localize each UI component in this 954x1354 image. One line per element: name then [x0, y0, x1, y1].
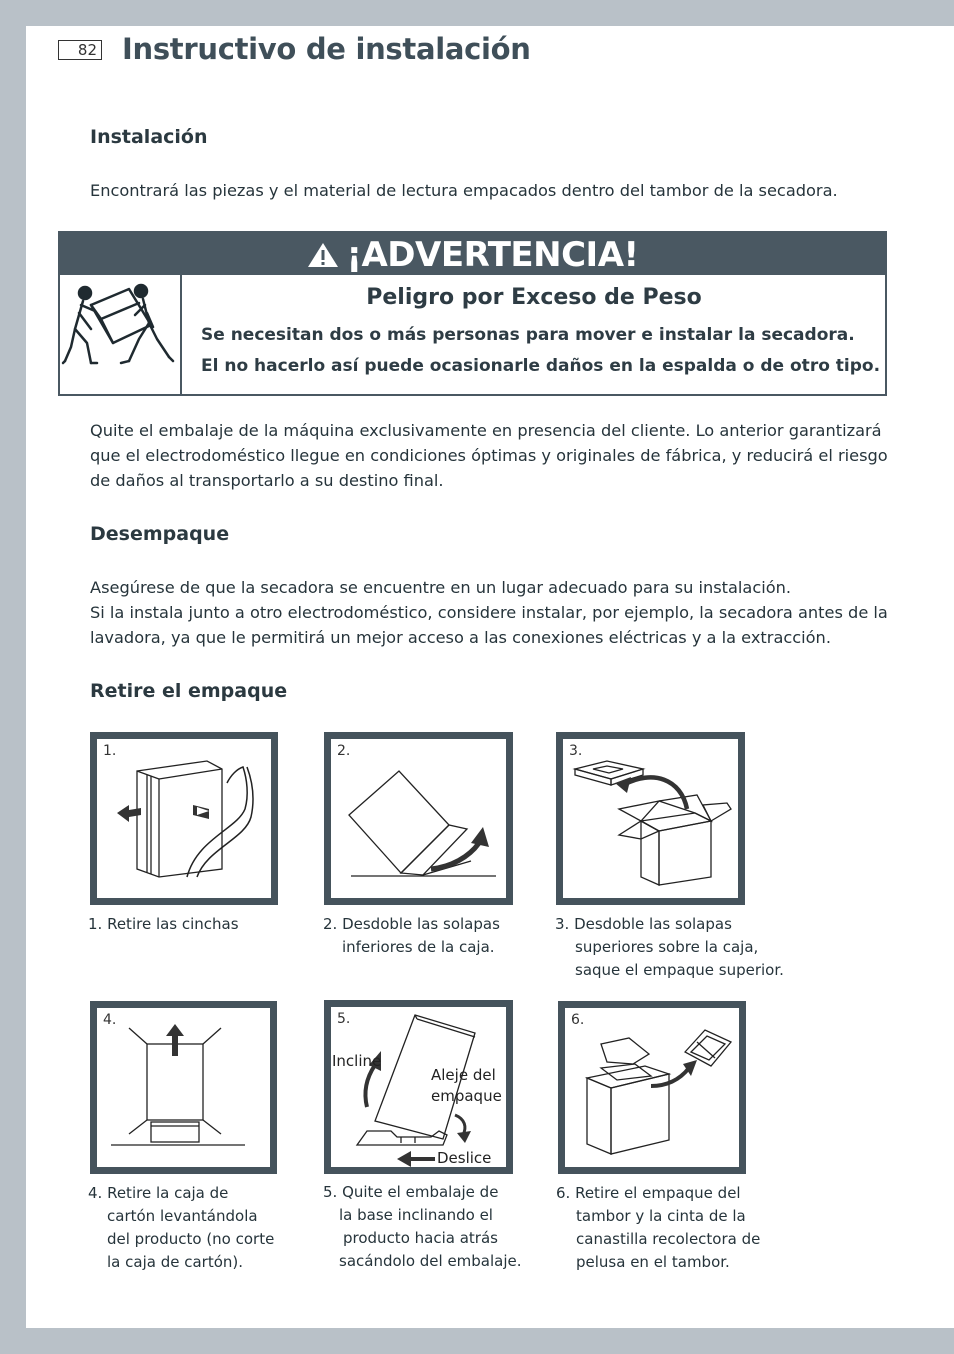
move-away-label-2: empaque	[431, 1087, 502, 1105]
move-away-label-1: Aleje del	[431, 1066, 496, 1084]
slide-label: Deslice	[437, 1149, 492, 1167]
tilted-box-illustration	[331, 739, 506, 898]
step-3-caption-line-2: superiores sobre la caja,	[575, 938, 759, 956]
step-1-figure	[90, 732, 278, 905]
warning-pictogram-cell	[60, 275, 182, 394]
installation-text: Encontrará las piezas y el material de lectura empacados dentro del tambor de la secadora.	[90, 181, 838, 200]
customer-line-3: de daños al transportarlo a su destino final.	[90, 471, 444, 490]
step-5-caption-line-2: la base inclinando el	[339, 1206, 493, 1224]
step-6-caption	[556, 1182, 760, 1274]
step-2-caption-line-2: inferiores de la caja.	[342, 938, 495, 956]
step-2-figure	[324, 732, 513, 905]
step-6-caption-line-4: pelusa en el tambor.	[576, 1253, 730, 1271]
step-2-caption-line-1: 2. Desdoble las solapas	[323, 915, 500, 933]
step-5-caption-line-1: 5. Quite el embalaje de	[323, 1183, 499, 1201]
step-1-number: 1.	[103, 743, 117, 759]
heading-unpack: Desempaque	[90, 523, 230, 545]
step-3-figure	[556, 732, 745, 905]
step-4-caption-line-4: la caja de cartón).	[107, 1253, 244, 1271]
warning-line-2: El no hacerlo así puede ocasionarle daños en la espalda o de otro tipo.	[201, 356, 881, 376]
step-2-number: 2.	[337, 743, 351, 759]
step-4-number: 4.	[103, 1012, 117, 1028]
step-3-caption	[555, 913, 784, 982]
step-3-caption-line-3: saque el empaque superior.	[575, 961, 784, 979]
document-page	[26, 26, 954, 1328]
unpack-paragraph	[90, 575, 888, 650]
step-3-number: 3.	[569, 743, 583, 759]
heading-remove-packaging: Retire el empaque	[90, 680, 288, 702]
step-6-number: 6.	[571, 1012, 585, 1028]
step-1-caption	[88, 913, 239, 936]
step-6-caption-line-2: tambor y la cinta de la	[576, 1207, 746, 1225]
customer-line-2: que el electrodoméstico llegue en condiciones óptimas y originales de fábrica, y reducirá el riesgo	[90, 446, 888, 465]
warning-title-row	[60, 233, 885, 277]
drum-packing-illustration	[565, 1008, 739, 1167]
warning-line-1: Se necesitan dos o más personas para mover e instalar la secadora.	[201, 325, 855, 345]
unpack-line-2: Si la instala junto a otro electrodoméstico, considere instalar, por ejemplo, la secadora antes de la	[90, 603, 888, 622]
customer-paragraph	[90, 418, 888, 493]
step-4-caption-line-1: 4. Retire la caja de	[88, 1184, 229, 1202]
step-5-caption	[323, 1181, 522, 1273]
customer-line-1: Quite el embalaje de la máquina exclusivamente en presencia del cliente. Lo anterior garantizará	[90, 421, 882, 440]
step-1-caption-line-1: 1. Retire las cinchas	[88, 915, 239, 933]
step-2-caption	[323, 913, 500, 959]
lift-box-illustration	[97, 1008, 270, 1167]
step-4-caption-line-3: del producto (no corte	[107, 1230, 275, 1248]
step-6-caption-line-3: canastilla recolectora de	[576, 1230, 761, 1248]
step-4-caption-line-2: cartón levantándola	[107, 1207, 258, 1225]
box-straps-illustration	[97, 739, 271, 898]
step-4-caption	[88, 1182, 274, 1274]
page-title: Instructivo de instalación	[122, 32, 531, 66]
page-number: 82	[58, 40, 102, 60]
step-3-caption-line-1: 3. Desdoble las solapas	[555, 915, 732, 933]
unpack-line-3: lavadora, ya que le permitirá un mejor acceso a las conexiones eléctricas y a la extracción.	[90, 628, 831, 647]
step-5-number: 5.	[337, 1011, 351, 1027]
step-5-caption-line-3: producto hacia atrás	[343, 1229, 498, 1247]
warning-title: ¡ADVERTENCIA!	[346, 235, 639, 275]
step-4-figure	[90, 1001, 277, 1174]
heading-installation: Instalación	[90, 126, 208, 148]
step-5-figure	[324, 1000, 513, 1174]
open-top-box-illustration	[563, 739, 738, 898]
warning-triangle-icon	[306, 241, 340, 269]
incline-label: Incline	[332, 1052, 382, 1070]
step-6-figure	[558, 1001, 746, 1174]
warning-header	[60, 233, 885, 275]
unpack-line-1: Asegúrese de que la secadora se encuentre en un lugar adecuado para su instalación.	[90, 578, 792, 597]
warning-box	[58, 231, 887, 396]
warning-subtitle: Peligro por Exceso de Peso	[366, 285, 702, 310]
step-5-caption-line-4: sacándolo del embalaje.	[339, 1252, 522, 1270]
step-6-caption-line-1: 6. Retire el empaque del	[556, 1184, 741, 1202]
two-people-lifting-icon	[61, 277, 179, 392]
